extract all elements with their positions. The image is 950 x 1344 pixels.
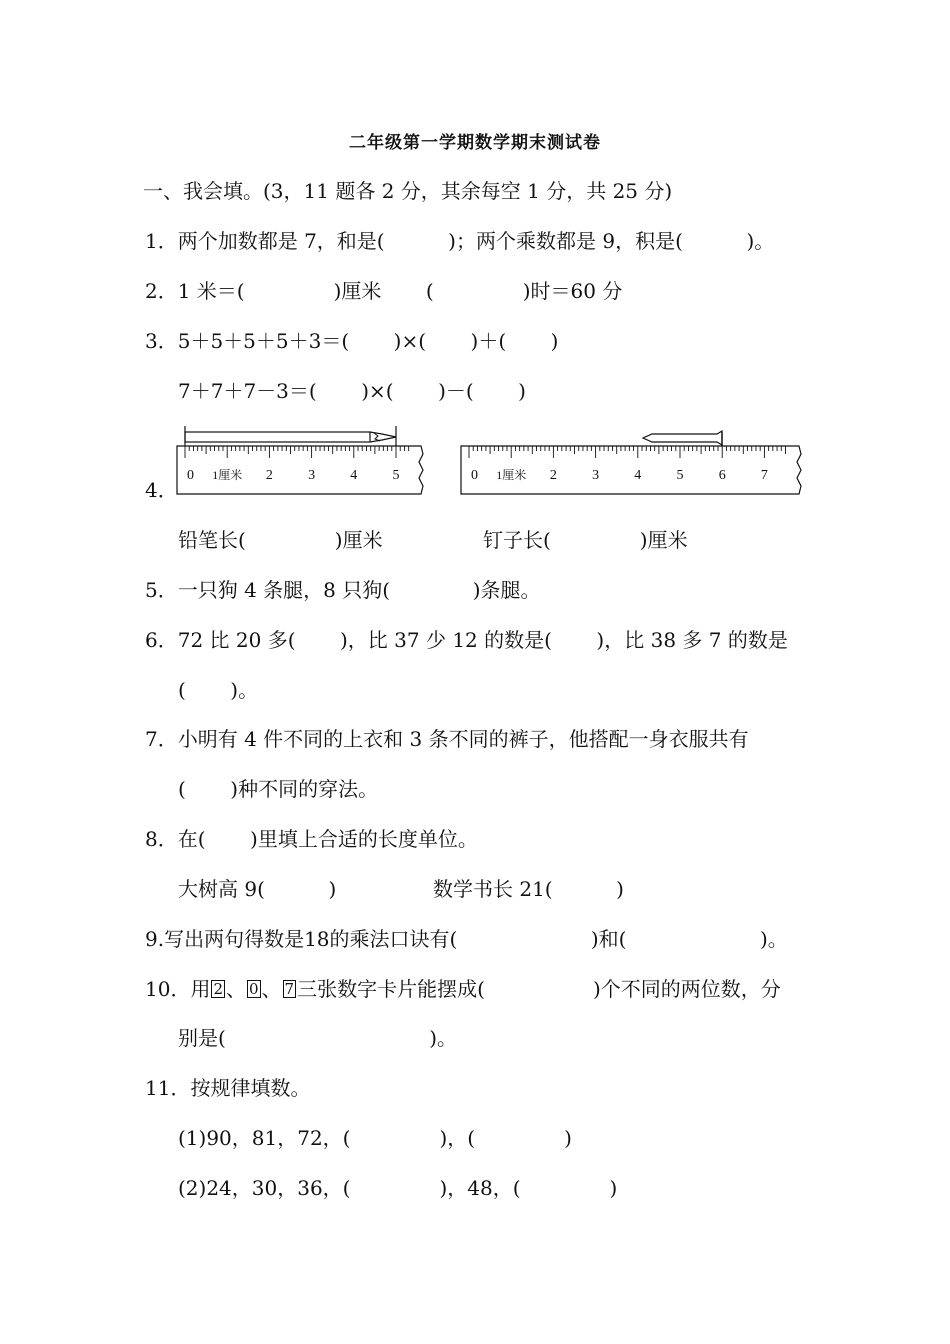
question-7-line-1: 7．小明有 4 件不同的上衣和 3 条不同的裤子，他搭配一身衣服共有 <box>145 727 749 751</box>
page-title: 二年级第一学期数学期末测试卷 <box>349 133 601 153</box>
ruler-label: 7 <box>760 468 768 483</box>
ruler-label: 2 <box>549 468 557 483</box>
question-6-line-2: ( )。 <box>178 678 259 702</box>
ruler-label: 6 <box>718 468 726 483</box>
question-10-line-2: 别是( )。 <box>178 1026 458 1050</box>
question-2: 2．1 米＝( )厘米 ( )时＝60 分 <box>145 279 623 303</box>
ruler-label: 0 <box>471 468 478 483</box>
pencil-length-blank: 铅笔长( )厘米 <box>178 528 383 552</box>
digit-card-2: 2 <box>213 980 223 998</box>
question-10-prefix: 10．用 <box>145 977 211 1001</box>
pencil-ruler-figure <box>175 420 427 498</box>
ruler-label: 0 <box>187 468 194 483</box>
section-heading: 一、我会填。(3，11 题各 2 分，其余每空 1 分，共 25 分) <box>143 179 673 203</box>
question-6-line-1: 6．72 比 20 多( )，比 37 少 12 的数是( )，比 38 多 7 的数是 <box>145 628 788 652</box>
ruler-label: 5 <box>676 468 684 483</box>
question-8-book: 数学书长 21( ) <box>433 877 624 901</box>
question-10-line-1 <box>145 976 781 1002</box>
question-7-line-2: ( )种不同的穿法。 <box>178 777 379 801</box>
digit-card-0: 0 <box>249 980 259 998</box>
question-3-line-2: 7＋7＋7－3＝( )×( )－( ) <box>178 379 526 403</box>
question-5: 5．一只狗 4 条腿，8 只狗( )条腿。 <box>145 578 541 602</box>
ruler-label: 1厘米 <box>496 468 527 482</box>
digit-card-7: 7 <box>284 980 295 998</box>
question-11-sequence-2: (2)24，30，36，( )，48，( ) <box>178 1176 618 1200</box>
question-4-number: 4． <box>145 478 178 502</box>
question-11: 11．按规律填数。 <box>145 1076 311 1100</box>
question-11-sequence-1: (1)90，81，72，( )，( ) <box>178 1126 572 1150</box>
ruler-label: 4 <box>634 468 642 483</box>
question-10-suffix: 三张数字卡片能摆成( )个不同的两位数，分 <box>297 977 781 1001</box>
nail-icon <box>643 431 722 446</box>
question-8: 8．在( )里填上合适的长度单位。 <box>145 827 478 851</box>
nail-ruler-figure <box>459 420 805 498</box>
question-3-line-1: 3．5＋5＋5＋5＋3＝( )×( )＋( ) <box>145 329 559 353</box>
ruler-label: 3 <box>308 468 316 483</box>
nail-length-blank: 钉子长( )厘米 <box>483 528 688 552</box>
question-9: 9.写出两句得数是18的乘法口诀有( )和( )。 <box>145 927 788 951</box>
ruler-label: 4 <box>350 468 358 483</box>
card-separator: 、 <box>226 977 246 1001</box>
pencil-icon <box>185 426 396 446</box>
ruler-label: 5 <box>392 468 400 483</box>
ruler-label: 1厘米 <box>212 468 243 482</box>
question-8-tree: 大树高 9( ) <box>178 877 337 901</box>
card-separator: 、 <box>261 977 282 1001</box>
ruler-label: 3 <box>592 468 600 483</box>
question-1: 1．两个加数都是 7，和是( )；两个乘数都是 9，积是( )。 <box>145 229 775 253</box>
ruler-label: 2 <box>265 468 273 483</box>
